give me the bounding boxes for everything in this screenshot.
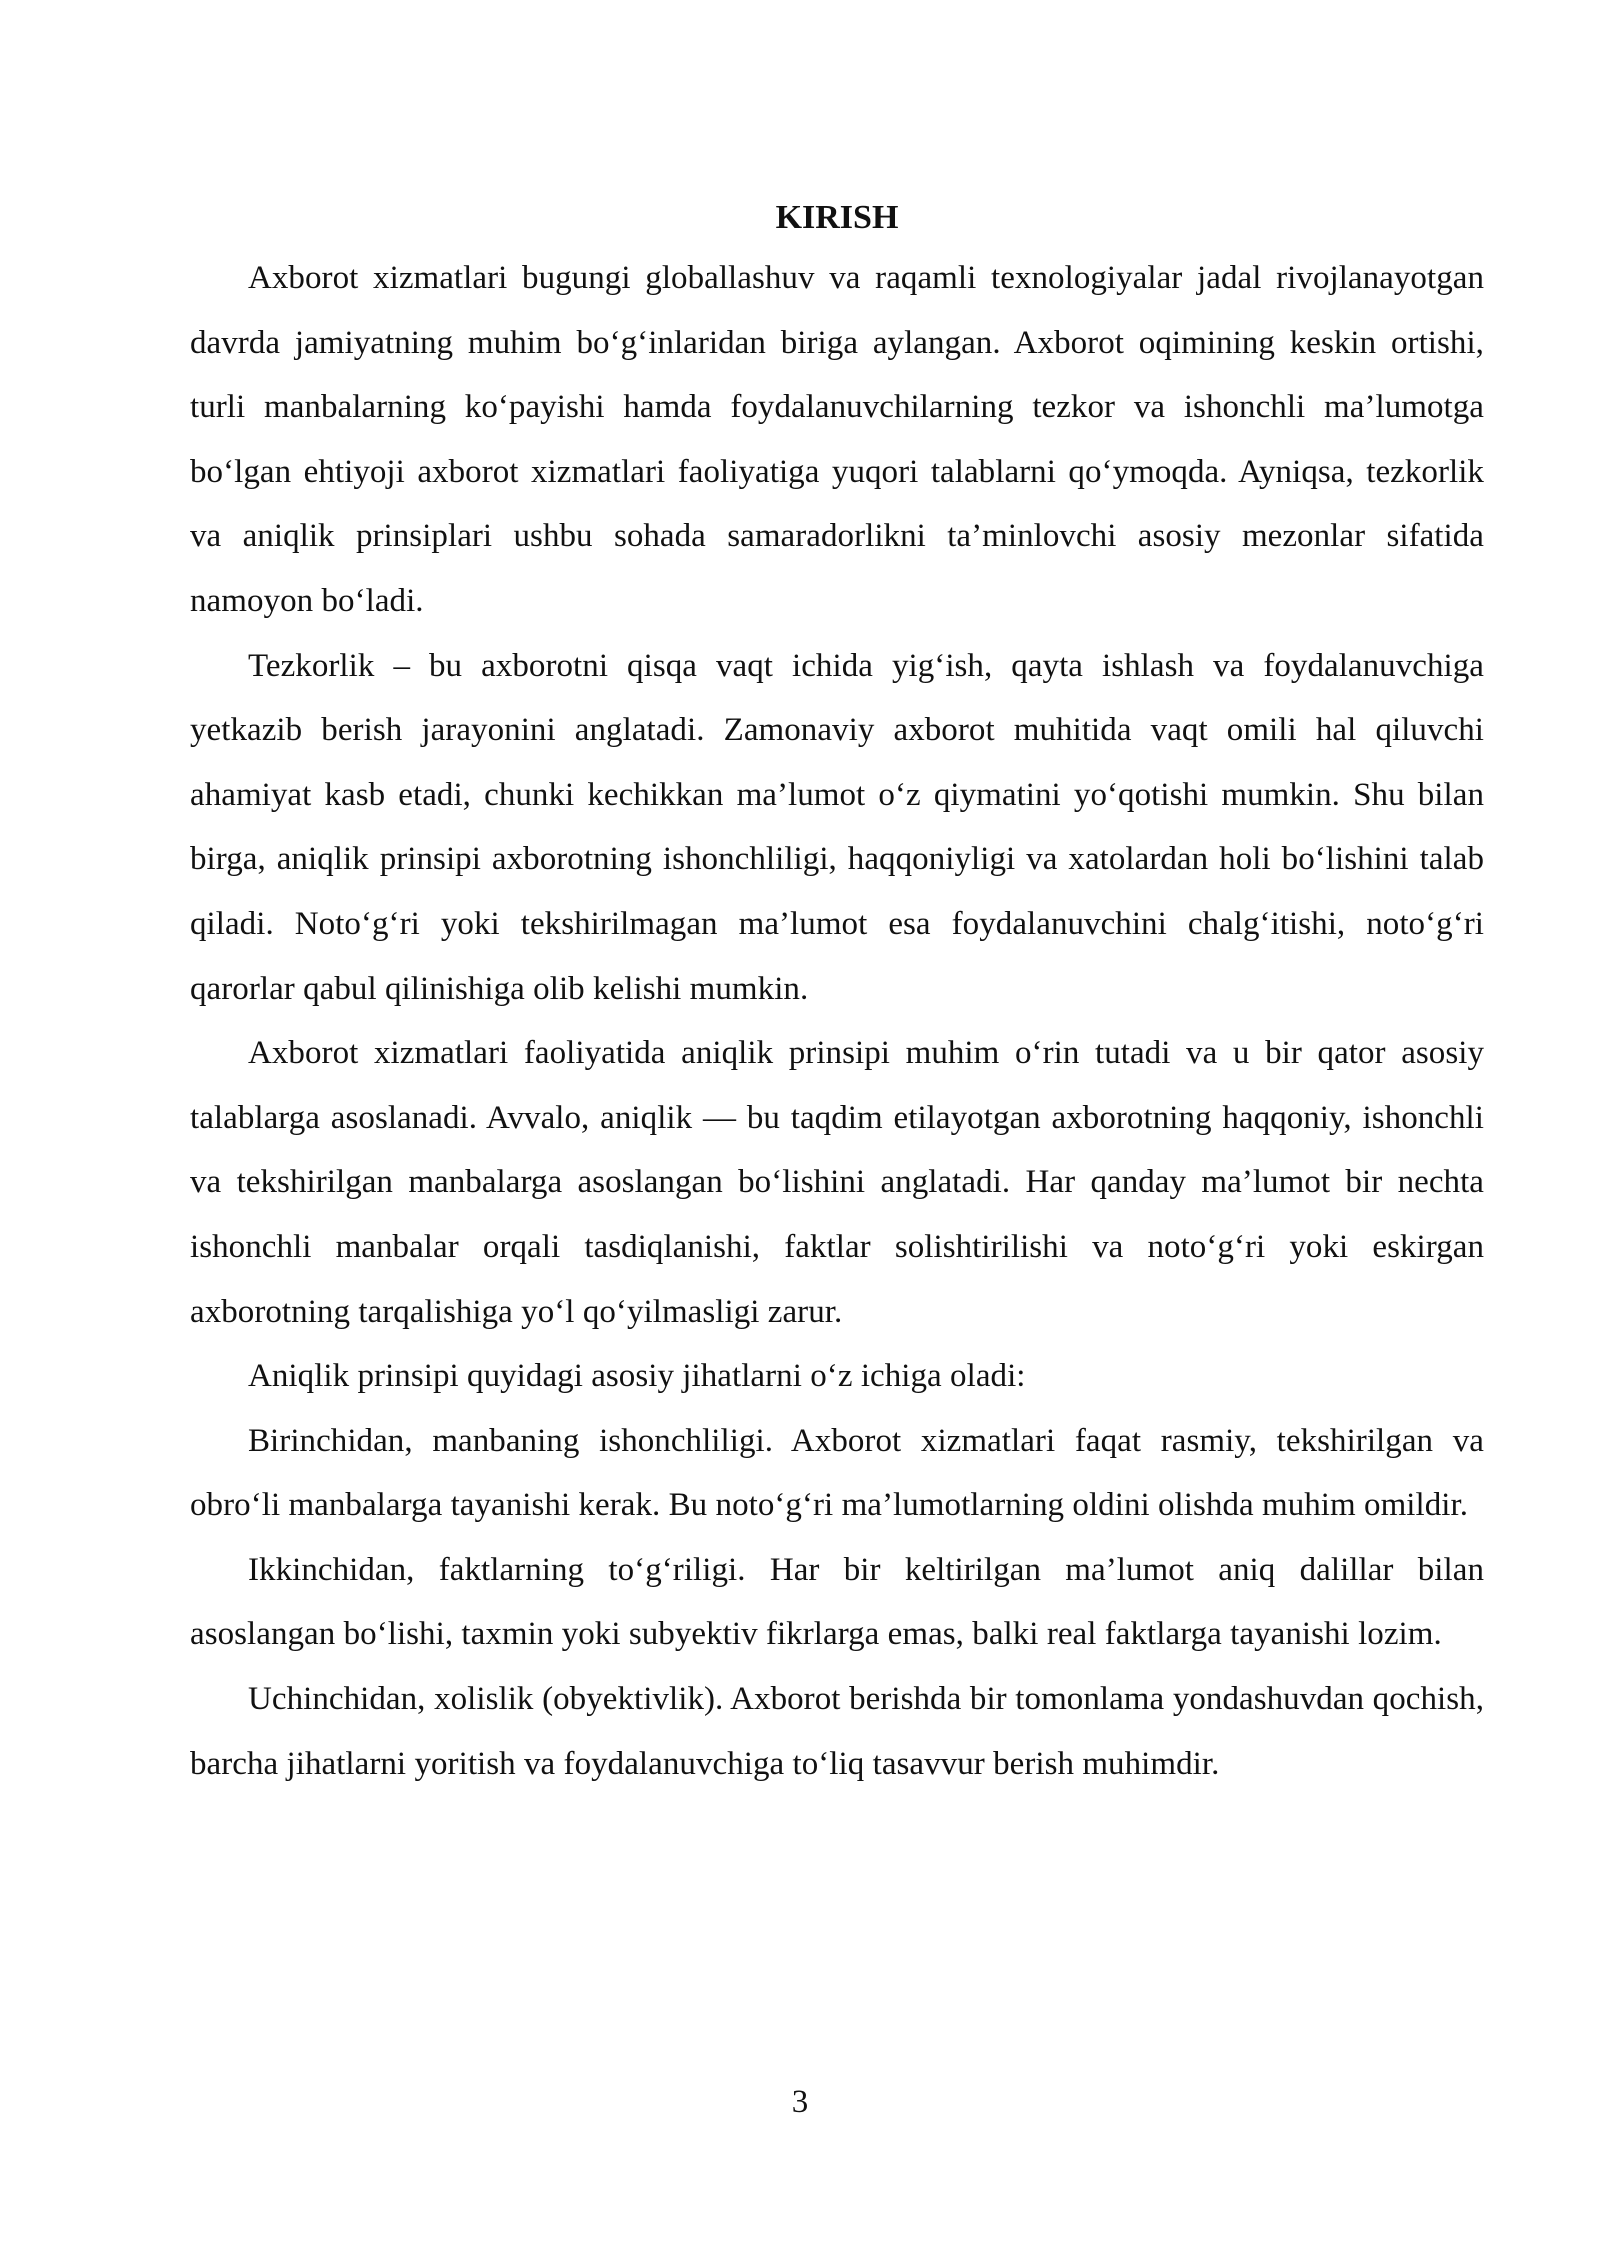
paragraph-second-aspect: Ikkinchidan, faktlarning to‘g‘riligi. Har bir keltirilgan ma’lumot aniq dalillar bilan asoslangan bo‘lishi, taxmin yoki subyektiv fikrlarga emas, balki real faktlarga tayanishi lozim.: [190, 1551, 1484, 1653]
paragraph-aspects-lead: Aniqlik prinsipi quyidagi asosiy jihatlarni o‘z ichiga oladi:: [248, 1358, 1026, 1395]
paragraph-first-aspect: Birinchidan, manbaning ishonchliligi. Axborot xizmatlari faqat rasmiy, tekshirilgan va obro‘li manbalarga tayanishi kerak. Bu noto‘g‘ri ma’lumotlarning oldini olishda muhim omildir.: [190, 1422, 1484, 1524]
paragraph-intro: Axborot xizmatlari bugungi globallashuv va raqamli texnologiyalar jadal rivojlanayotgan davrda jamiyatning muhim bo‘g‘inlaridan biriga aylangan. Axborot oqimining keskin ortishi, turli manbalarning ko‘payishi hamda foydalanuvchilarning tezkor va ishonchli ma’lumotga bo‘lgan ehtiyoji axborot xizmatlari faoliyatiga yuqori talablarni qo‘ymoqda. Ayniqsa, tezkorlik va aniqlik prinsiplari ushbu sohada samaradorlikni ta’minlovchi asosiy mezonlar sifatida namoyon bo‘ladi.: [190, 260, 1484, 619]
section-heading: KIRISH: [775, 199, 899, 236]
page-content: [190, 190, 1484, 1796]
paragraph-speed: Tezkorlik – bu axborotni qisqa vaqt ichida yig‘ish, qayta ishlash va foydalanuvchiga yetkazib berish jarayonini anglatadi. Zamonaviy axborot muhitida vaqt omili hal qiluvchi ahamiyat kasb etadi, chunki kechikkan ma’lumot o‘z qiymatini yo‘qotishi mumkin. Shu bilan birga, aniqlik prinsipi axborotning ishonchliligi, haqqoniyligi va xatolardan holi bo‘lishini talab qiladi. Noto‘g‘ri yoki tekshirilmagan ma’lumot esa foydalanuvchini chalg‘itishi, noto‘g‘ri qarorlar qabul qilinishiga olib kelishi mumkin.: [190, 647, 1484, 1007]
page-number: 3: [791, 2084, 809, 2120]
paragraph-third-aspect: Uchinchidan, xolislik (obyektivlik). Axborot berishda bir tomonlama yondashuvdan qochish, barcha jihatlarni yoritish va foydalanuvchiga to‘liq tasavvur berish muhimdir.: [190, 1681, 1484, 1782]
paragraph-accuracy: Axborot xizmatlari faoliyatida aniqlik prinsipi muhim o‘rin tutadi va u bir qator asosiy talablarga asoslanadi. Avvalo, aniqlik — bu taqdim etilayotgan axborotning haqqoniy, ishonchli va tekshirilgan manbalarga asoslangan bo‘lishini anglatadi. Har qanday ma’lumot bir nechta ishonchli manbalar orqali tasdiqlanishi, faktlar solishtirilishi va noto‘g‘ri yoki eskirgan axborotning tarqalishiga yo‘l qo‘yilmasligi zarur.: [190, 1035, 1484, 1330]
